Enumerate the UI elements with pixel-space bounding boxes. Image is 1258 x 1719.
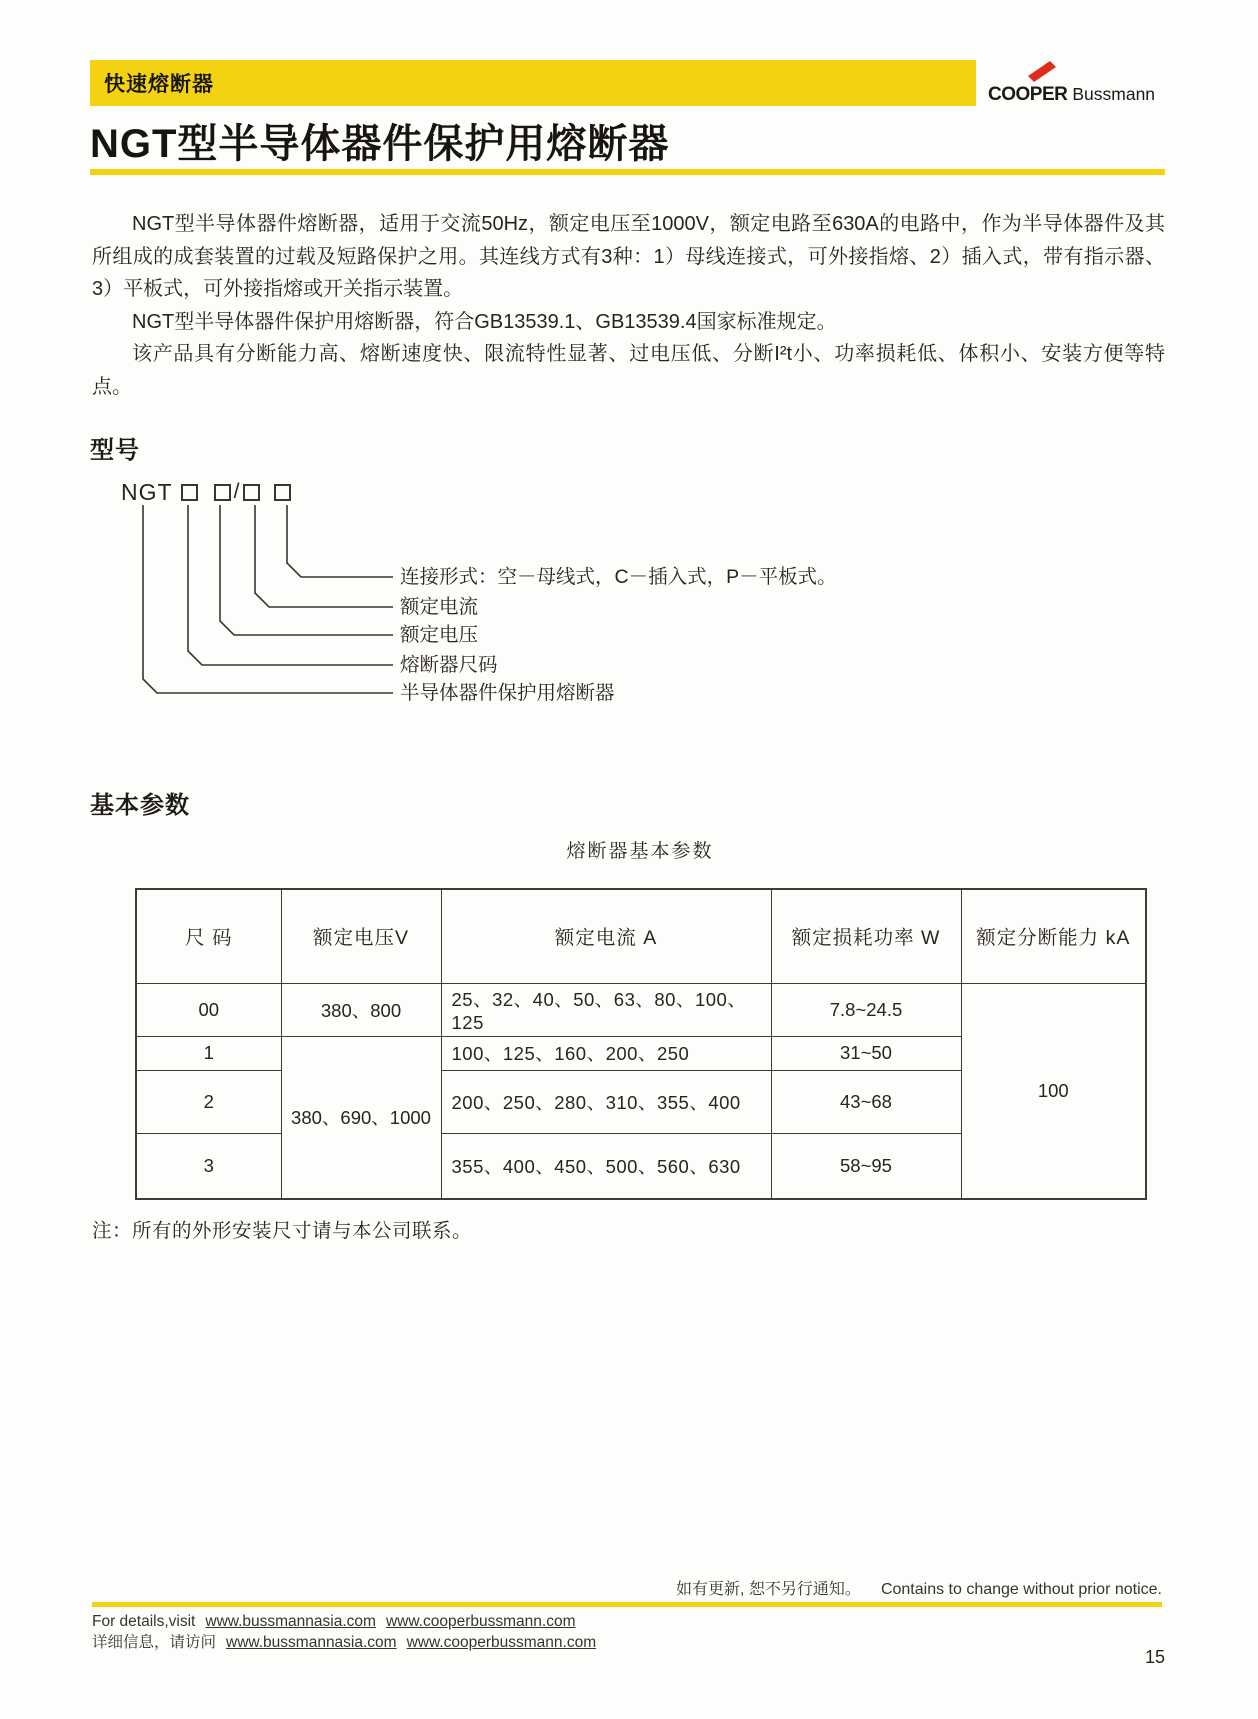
- footer-en-prefix: For details,visit: [92, 1613, 196, 1630]
- model-box-voltage: [214, 484, 231, 501]
- page-number: 15: [1144, 1647, 1165, 1667]
- table-note: 注：所有的外形安装尺寸请与本公司联系。: [92, 1220, 473, 1242]
- model-label-fuse-type: 半导体器件保护用熔断器: [400, 682, 615, 704]
- title-underline: [90, 169, 1165, 175]
- cell-current-3: 355、400、450、500、560、630: [441, 1133, 771, 1199]
- cell-current-1: 100、125、160、200、250: [441, 1036, 771, 1070]
- cell-breaking-capacity: 100: [961, 983, 1146, 1199]
- logo-bussmann: Bussmann: [1072, 84, 1156, 104]
- header-breaking: 额定分断能力 kA: [961, 889, 1146, 983]
- link-cooperbussmann[interactable]: www.cooperbussmann.com: [385, 1613, 576, 1630]
- table-row: [136, 983, 1146, 1036]
- link-cooperbussmann-zh[interactable]: www.cooperbussmann.com: [406, 1634, 597, 1651]
- cell-power-2: 43~68: [771, 1070, 961, 1133]
- model-number-diagram: [90, 478, 1165, 718]
- model-label-rated-voltage: 额定电压: [400, 624, 479, 646]
- header-size: 尺 码: [136, 889, 281, 983]
- disclaimer-en: Contains to change without prior notice.: [880, 1581, 1162, 1598]
- model-code: [121, 478, 291, 506]
- header-power: 额定损耗功率 W: [771, 889, 961, 983]
- cell-power-3: 58~95: [771, 1133, 961, 1199]
- cell-current-00: 25、32、40、50、63、80、100、125: [441, 983, 771, 1036]
- cell-power-00: 7.8~24.5: [771, 983, 961, 1036]
- logo-cooper: COOPER: [988, 84, 1068, 105]
- link-bussmannasia[interactable]: www.bussmannasia.com: [205, 1613, 376, 1630]
- params-section-heading: 基本参数: [90, 792, 190, 819]
- cooper-bussmann-logo: [988, 58, 1168, 104]
- logo-red-flag-icon: [1026, 60, 1058, 84]
- cell-size-3: 3: [136, 1133, 281, 1199]
- logo-text: [988, 84, 1155, 106]
- table-caption: 熔断器基本参数: [566, 841, 714, 862]
- basic-parameters-table: [135, 888, 1147, 1200]
- model-section-heading: 型号: [90, 437, 140, 464]
- footer-zh-prefix: 详细信息，请访问: [92, 1634, 217, 1651]
- header-voltage: 额定电压V: [281, 889, 441, 983]
- footer-links-en: [92, 1611, 596, 1632]
- intro-paragraph-2: NGT型半导体器件保护用熔断器，符合GB13539.1、GB13539.4国家标准规定。: [132, 310, 837, 333]
- link-bussmannasia-zh[interactable]: www.bussmannasia.com: [226, 1634, 397, 1651]
- footer-links: [92, 1611, 596, 1653]
- table-header-row: [136, 889, 1146, 983]
- intro-paragraph-1: NGT型半导体器件熔断器，适用于交流50Hz，额定电压至1000V，额定电路至630A的电路中，作为半导体器件及其所组成的成套装置的过载及短路保护之用。其连线方式有3种：1）母线连接式，可外接指熔、2）插入式，带有指示器、3）平板式，可外接指熔或开关指示装置。: [92, 213, 1165, 300]
- header-current: 额定电流 A: [441, 889, 771, 983]
- cell-voltage-00: 380、800: [281, 983, 441, 1036]
- disclaimer: [676, 1576, 1162, 1599]
- model-slash: /: [233, 480, 241, 503]
- disclaimer-zh: 如有更新, 恕不另行通知。: [676, 1581, 861, 1598]
- footer-links-zh: [92, 1632, 596, 1653]
- model-box-current: [243, 484, 260, 501]
- intro-paragraphs: [92, 208, 1165, 403]
- cell-current-2: 200、250、280、310、355、400: [441, 1070, 771, 1133]
- model-box-connection: [274, 484, 291, 501]
- model-label-rated-current: 额定电流: [400, 596, 479, 618]
- page-title: NGT型半导体器件保护用熔断器: [90, 122, 670, 166]
- model-connector-lines: [90, 478, 1165, 718]
- category-label: 快速熔断器: [104, 73, 214, 96]
- model-label-fuse-size: 熔断器尺码: [400, 654, 498, 676]
- model-prefix: NGT: [121, 478, 173, 505]
- category-bar: [90, 60, 976, 106]
- cell-size-1: 1: [136, 1036, 281, 1070]
- model-box-size: [181, 484, 198, 501]
- cell-size-00: 00: [136, 983, 281, 1036]
- intro-paragraph-3: 该产品具有分断能力高、熔断速度快、限流特性显著、过电压低、分断I²t小、功率损耗低、体积小、安装方便等特点。: [92, 343, 1165, 398]
- cell-voltage-123: 380、690、1000: [281, 1036, 441, 1199]
- cell-size-2: 2: [136, 1070, 281, 1133]
- cell-power-1: 31~50: [771, 1036, 961, 1070]
- model-label-connection-type: 连接形式：空－母线式，C－插入式，P－平板式。: [400, 566, 837, 588]
- footer-yellow-rule: [92, 1602, 1162, 1607]
